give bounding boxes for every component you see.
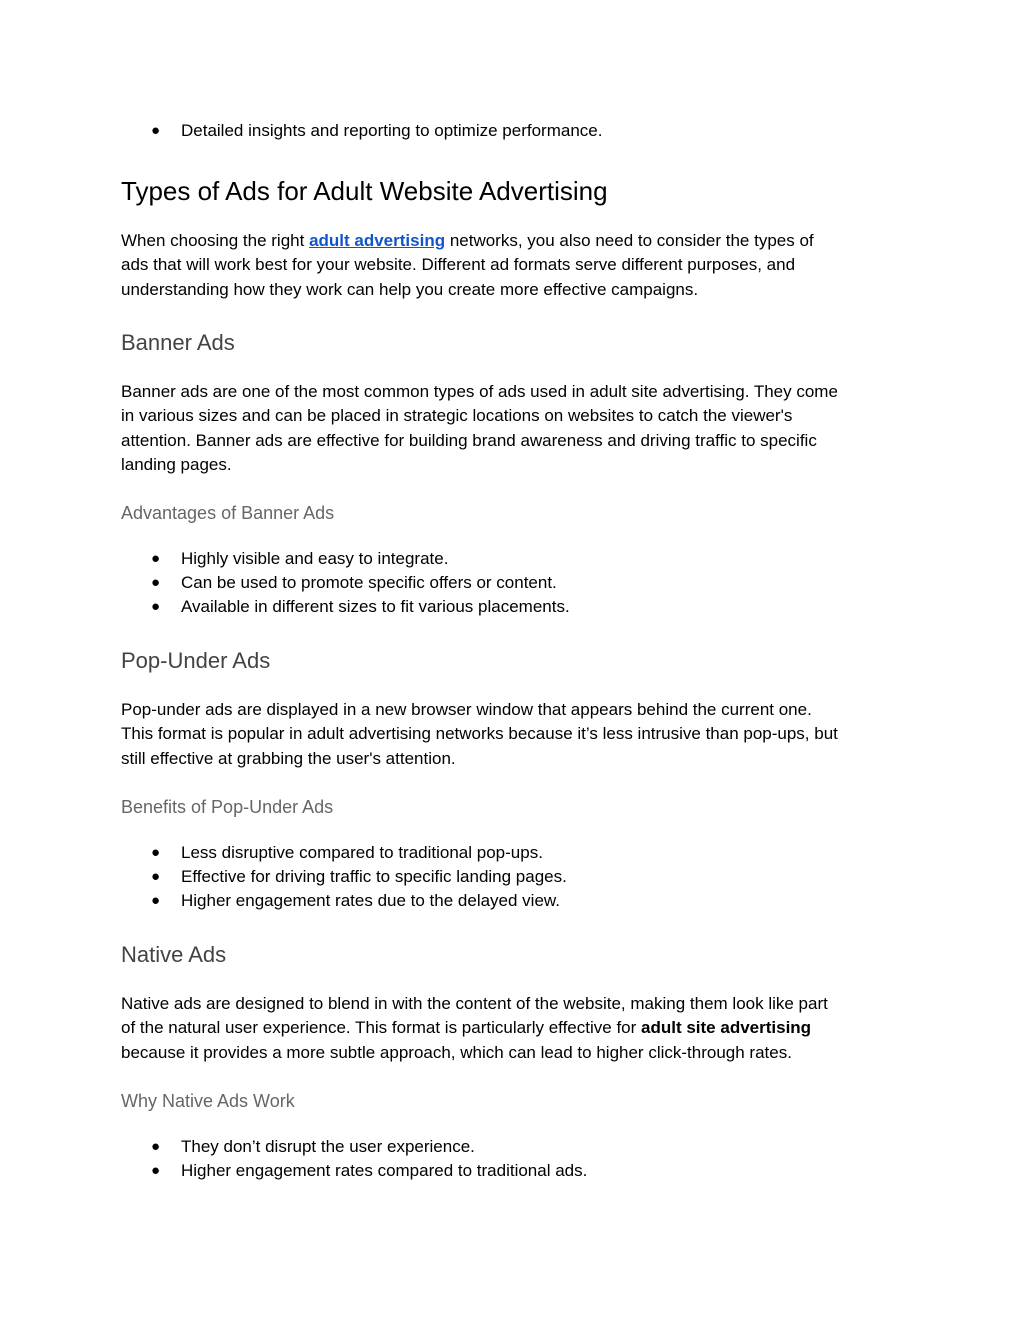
list-item-text: Effective for driving traffic to specific landing pages. [181, 867, 567, 886]
bullet-icon: ● [151, 550, 161, 567]
banner-paragraph [121, 380, 903, 477]
list-item-text: Higher engagement rates due to the delayed view. [181, 891, 560, 910]
paragraph-line [121, 1016, 903, 1040]
list-item [121, 1159, 901, 1183]
list-item [121, 571, 901, 595]
text-span: of the natural user experience. This format is particularly effective for [121, 1018, 642, 1038]
list-item [121, 841, 901, 865]
list-item [121, 1135, 901, 1159]
list-item-text: Available in different sizes to fit various placements. [181, 597, 570, 616]
bullet-icon: ● [151, 598, 161, 615]
paragraph-line: landing pages. [121, 454, 232, 474]
list-item [121, 119, 901, 143]
bullet-icon: ● [151, 868, 161, 885]
paragraph-line: Pop-under ads are displayed in a new browser window that appears behind the current one. [121, 700, 812, 719]
subheading-benefits-popunder: Benefits of Pop-Under Ads [121, 797, 334, 817]
bullet-icon: ● [151, 844, 161, 861]
section-heading-banner-ads: Banner Ads [121, 330, 235, 355]
bullet-icon: ● [151, 892, 161, 909]
list-item [121, 595, 901, 619]
bullet-icon: ● [151, 574, 161, 591]
list-item-text: Less disruptive compared to traditional pop-ups. [181, 843, 543, 862]
bullet-icon: ● [151, 1162, 161, 1179]
list-item [121, 889, 901, 913]
popunder-paragraph [121, 698, 903, 771]
top-bullet-list [121, 119, 901, 143]
list-item-text: Highly visible and easy to integrate. [181, 549, 449, 568]
subheading-advantages-banner: Advantages of Banner Ads [121, 503, 335, 523]
paragraph-line: still effective at grabbing the user's attention. [121, 748, 456, 768]
list-item-text: They don’t disrupt the user experience. [181, 1137, 475, 1156]
page-title: Types of Ads for Adult Website Advertising [121, 176, 608, 206]
paragraph-line [121, 229, 903, 253]
popunder-benefits-list [121, 841, 901, 913]
paragraph-line: Banner ads are one of the most common types of ads used in adult site advertising. They come [121, 382, 838, 401]
banner-advantages-list [121, 547, 901, 619]
paragraph-line: This format is popular in adult advertising networks because it’s less intrusive than pop-ups, but [121, 724, 838, 744]
paragraph-line: Native ads are designed to blend in with the content of the website, making them look like part [121, 994, 828, 1013]
native-reasons-list [121, 1135, 901, 1183]
adult-advertising-link[interactable]: adult advertising [309, 231, 446, 250]
bullet-icon: ● [151, 122, 161, 139]
paragraph-line: ads that will work best for your website. Different ad formats serve different purposes, and [121, 255, 796, 275]
section-heading-pop-under-ads: Pop-Under Ads [121, 648, 271, 673]
paragraph-line: because it provides a more subtle approach, which can lead to higher click-through rates. [121, 1042, 792, 1062]
list-item-text: Higher engagement rates compared to traditional ads. [181, 1161, 588, 1180]
text-span: networks, you also need to consider the types of [445, 231, 814, 250]
section-heading-native-ads: Native Ads [121, 942, 227, 967]
bold-keyword: adult site advertising [641, 1018, 812, 1038]
paragraph-line: attention. Banner ads are effective for building brand awareness and driving traffic to specific [121, 430, 817, 450]
subheading-why-native: Why Native Ads Work [121, 1091, 295, 1111]
list-item [121, 865, 901, 889]
intro-paragraph [121, 229, 903, 302]
list-item [121, 547, 901, 571]
list-item-text: Detailed insights and reporting to optimize performance. [181, 121, 603, 140]
bullet-icon: ● [151, 1138, 161, 1155]
text-span: When choosing the right [121, 231, 310, 250]
paragraph-line: understanding how they work can help you create more effective campaigns. [121, 279, 699, 299]
list-item-text: Can be used to promote specific offers or content. [181, 573, 557, 592]
paragraph-line: in various sizes and can be placed in strategic locations on websites to catch the viewer's [121, 406, 793, 426]
native-paragraph [121, 992, 903, 1065]
